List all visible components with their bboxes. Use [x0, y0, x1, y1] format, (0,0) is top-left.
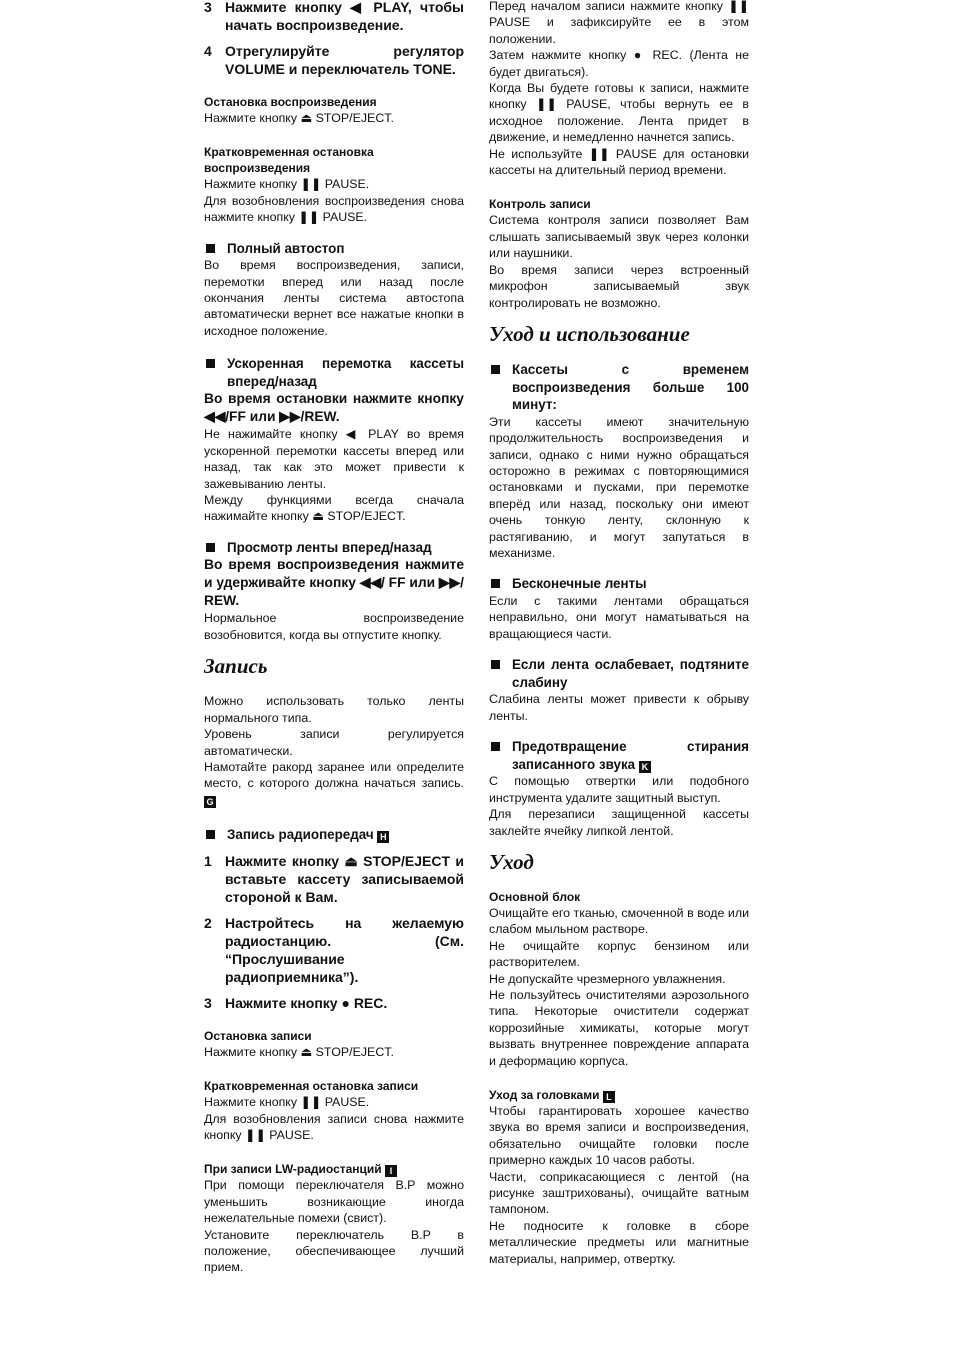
endless-tapes-text: Если с такими лентами обращаться неправильно, они могут наматываться на вращающиеся части.: [489, 593, 749, 641]
main-unit-text-3: Не допускайте чрезмерного увлажнения.: [489, 971, 726, 986]
radio-step-2: 2 Настройтесь на желаемую радиостанцию. (См. “Прослушивание радиоприемника”).: [204, 914, 464, 985]
recording-heading: Запись: [204, 654, 268, 679]
rec-monitor-title: Контроль записи: [489, 197, 591, 212]
left-column: [204, 0, 464, 1276]
erase-prevention-text-2: Для перезаписи защищенной кассеты заклейте ячейку липкой лентой.: [489, 807, 749, 838]
rec-monitor-text: Система контроля записи позволяет Вам слышать записываемый звук через колонки или наушники.: [489, 213, 749, 261]
pause-recording-title: Кратковременная остановка записи: [204, 1079, 419, 1094]
fast-wind-instruction: Во время остановки нажмите кнопку ◀◀/FF или ▶▶/REW.: [204, 391, 464, 425]
lw-recording-text: При помощи переключателя B.P можно уменьшить возникающие иногда нежелательные помехи (свист).: [204, 1178, 464, 1226]
recording-text-3: Намотайте ракорд заранее или определите место, с которого должна начаться запись. G: [204, 759, 464, 807]
figure-l-badge: L: [603, 1091, 615, 1103]
pause-playback-title: Кратковременная остановка воспроизведения: [204, 145, 374, 176]
erase-prevention-text: С помощью отвертки или подобного инструмента удалите защитный выступ.: [489, 774, 749, 805]
heads-care-text: Чтобы гарантировать хорошее качество звука во время записи и воспроизведения, обязательно очищайте головки после примерно каждых 10 часов работы.: [489, 1104, 749, 1168]
lw-recording-title: При записи LW-радиостанций I: [204, 1161, 464, 1177]
endless-tapes-title: Бесконечные ленты: [489, 575, 749, 593]
fast-wind-text: Не нажимайте кнопку ◀ PLAY во время ускоренной перемотки кассеты вперед или назад, так как это может привести к зажевыванию ленты.: [204, 427, 464, 491]
fast-wind-title: Ускоренная перемотка кассеты вперед/назад: [204, 355, 464, 390]
main-unit-text-4: Не пользуйтесь очистителями аэрозольного типа. Некоторые очистители содержат коррозийные химикаты, которые могут вызвать внутреннее повреждение аппарата и деформацию корпуса.: [489, 988, 749, 1068]
fast-wind-text-2: Между функциями всегда сначала нажимайте кнопку ⏏ STOP/EJECT.: [204, 493, 464, 524]
radio-recording-title: Запись радиопередач H: [204, 826, 464, 844]
pause-playback-text-2: Для возобновления воспроизведения снова нажмите кнопку ❚❚ PAUSE.: [204, 193, 464, 225]
long-cassettes-text: Эти кассеты имеют значительную продолжительность воспроизведения и записи, однако с ними нужно обращаться осторожно в режимах с повторяющимися остановками и пусками, при перемотке вперёд или назад, поскольку они имеют очень тонкую ленту, склонную к растягиванию, и могут запутаться в механизме.: [489, 414, 749, 560]
heads-care-text-3: Не подносите к головке в сборе металлические прeдметы или магнитные материалы, например, отвертку.: [489, 1218, 749, 1266]
lw-recording-text-2: Установите переключатель B.P в положение, обеспечивающее лучший прием.: [204, 1227, 464, 1275]
radio-step-3: 3 Нажмите кнопку ● REC.: [204, 994, 388, 1011]
bullet-square-icon: [206, 359, 215, 368]
pause-recording-text-2: Для возобновления записи снова нажмите кнопку ❚❚ PAUSE.: [204, 1111, 464, 1142]
cue-review-instruction: Во время воспроизведения нажмите и удерживайте кнопку ◀◀/ FF или ▶▶/ REW.: [204, 557, 464, 609]
figure-k-badge: K: [639, 761, 651, 773]
figure-i-badge: I: [385, 1165, 397, 1177]
cue-review-title: Просмотр ленты вперед/назад: [204, 539, 464, 557]
figure-h-badge: H: [377, 831, 389, 843]
pause-before-rec-text-2: Затем нажмите кнопку ● REC. (Лента не будет двигаться).: [489, 48, 749, 79]
stop-recording-text: Нажмите кнопку ⏏ STOP/EJECT.: [204, 1044, 394, 1059]
cue-review-text: Нормальное воспроизведение возобновится, когда вы отпустите кнопку.: [204, 611, 464, 642]
autostop-title: Полный автостоп: [204, 240, 464, 258]
erase-prevention-title: Предотвращение стирания записанного звука K: [489, 738, 749, 773]
pause-before-rec-text: Перед началом записи нажмите кнопку ❚❚ PAUSE и зафиксируйте ее в этом положении.: [489, 0, 749, 46]
radio-step-1: 1 Нажмите кнопку ⏏ STOP/EJECT и вставьте кассету записываемой стороной к Вам.: [204, 852, 464, 905]
pause-playback-text: Нажмите кнопку ❚❚ PAUSE.: [204, 177, 370, 192]
recording-text: Можно использовать только ленты нормального типа.: [204, 694, 464, 725]
bullet-square-icon: [491, 365, 500, 374]
bullet-square-icon: [206, 543, 215, 552]
pause-before-rec-text-3: Когда Вы будете готовы к записи, нажмите кнопку ❚❚ PAUSE, чтобы вернуть ее в исходное положение. Лента придет в движение, и немедленно начнется запись.: [489, 81, 749, 145]
right-column: [489, 0, 749, 1267]
bullet-square-icon: [491, 579, 500, 588]
tape-slack-title: Если лента ослабевает, подтяните слабину: [489, 656, 749, 691]
main-unit-text: Очищайте его тканью, смоченной в воде или слабом мыльном растворе.: [489, 905, 749, 937]
bullet-square-icon: [491, 742, 500, 751]
pause-recording-text: Нажмите кнопку ❚❚ PAUSE.: [204, 1095, 370, 1110]
recording-text-2: Уровень записи регулируется автоматически.: [204, 727, 464, 758]
heads-care-title: Уход за головками L: [489, 1087, 749, 1103]
rec-monitor-text-2: Во время записи через встроенный микрофон записываемый звук контролировать не возможно.: [489, 262, 749, 310]
main-unit-title: Основной блок: [489, 889, 581, 904]
bullet-square-icon: [206, 830, 215, 839]
care-usage-heading: Уход и использование: [489, 321, 690, 346]
tape-slack-text: Слабина ленты может привести к обрыву ленты.: [489, 692, 749, 723]
care-heading: Уход: [489, 849, 534, 874]
step-3: 3 Нажмите кнопку ◀ PLAY, чтобы начать воспроизведение.: [204, 0, 464, 33]
pause-before-rec-text-4: Не используйте ❚❚ PAUSE для остановки кассеты на длительный период времени.: [489, 146, 749, 178]
heads-care-text-2: Части, соприкасающиеся с лентой (на рисунке заштрихованы), очищайте ватным тампоном.: [489, 1169, 749, 1217]
step-4: 4 Отрегулируйте регулятор VOLUME и переключатель TONE.: [204, 43, 464, 77]
bullet-square-icon: [206, 244, 215, 253]
stop-recording-title: Остановка записи: [204, 1028, 312, 1043]
stop-playback-text: Нажмите кнопку ⏏ STOP/EJECT.: [204, 111, 394, 125]
figure-g-badge: G: [204, 796, 216, 808]
bullet-square-icon: [491, 660, 500, 669]
stop-playback-title: Остановка воспроизведения: [204, 95, 377, 109]
long-cassettes-title: Кассеты с временем воспроизведения больше 100 минут:: [489, 361, 749, 414]
autostop-text: Во время воспроизведения, записи, перемотки вперед или назад после окончания ленты система автостопа автоматически вернет все нажатые кнопки в исходное положение.: [204, 258, 464, 338]
main-unit-text-2: Не очищайте корпус бензином или растворителем.: [489, 938, 749, 970]
